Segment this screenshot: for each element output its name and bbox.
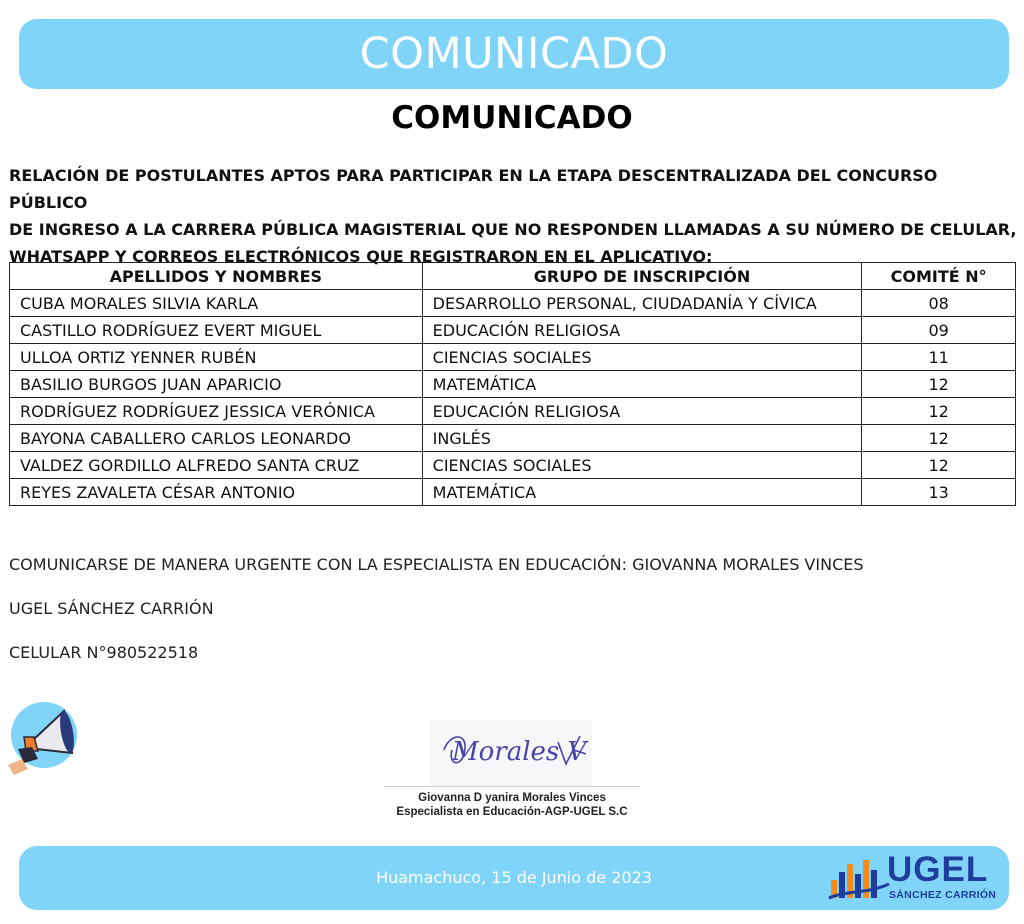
cell-group: INGLÉS: [422, 425, 862, 452]
ugel-logo: [827, 852, 1003, 904]
intro-paragraph: [9, 162, 1017, 270]
table-row: [10, 371, 1016, 398]
signature-image: [430, 720, 592, 786]
cell-committee: 13: [862, 479, 1016, 506]
cell-committee: 12: [862, 398, 1016, 425]
top-banner: [19, 19, 1009, 89]
cell-group: EDUCACIÓN RELIGIOSA: [422, 317, 862, 344]
banner-title: COMUNICADO: [359, 29, 669, 79]
logo-subtitle: SÁNCHEZ CARRIÓN: [889, 889, 997, 901]
cell-name: CASTILLO RODRÍGUEZ EVERT MIGUEL: [10, 317, 423, 344]
cell-committee: 08: [862, 290, 1016, 317]
contact-instruction: COMUNICARSE DE MANERA URGENTE CON LA ESPECIALISTA EN EDUCACIÓN: GIOVANNA MORALES VINCES: [9, 555, 864, 574]
signer-role: Especialista en Educación-AGP-UGEL S.C: [396, 806, 628, 818]
cell-name: RODRÍGUEZ RODRÍGUEZ JESSICA VERÓNICA: [10, 398, 423, 425]
table-row: [10, 344, 1016, 371]
cell-name: CUBA MORALES SILVIA KARLA: [10, 290, 423, 317]
page-title: COMUNICADO: [391, 100, 633, 136]
signer-name: Giovanna D yanira Morales Vinces: [418, 792, 606, 804]
cell-committee: 11: [862, 344, 1016, 371]
column-header-group: GRUPO DE INSCRIPCIÓN: [422, 263, 862, 290]
cell-committee: 09: [862, 317, 1016, 344]
cell-name: BASILIO BURGOS JUAN APARICIO: [10, 371, 423, 398]
contact-office: UGEL SÁNCHEZ CARRIÓN: [9, 599, 214, 618]
signature-line: [384, 786, 640, 787]
cell-group: MATEMÁTICA: [422, 371, 862, 398]
contact-phone: CELULAR N°980522518: [9, 643, 199, 662]
table-row: [10, 398, 1016, 425]
table-header-row: [10, 263, 1016, 290]
cell-group: MATEMÁTICA: [422, 479, 862, 506]
table-row: [10, 425, 1016, 452]
cell-group: EDUCACIÓN RELIGIOSA: [422, 398, 862, 425]
applicants-table: [9, 262, 1016, 506]
table-row: [10, 452, 1016, 479]
footer-banner: [19, 846, 1009, 910]
intro-line: RELACIÓN DE POSTULANTES APTOS PARA PARTICIPAR EN LA ETAPA DESCENTRALIZADA DEL CONCURSO PÚBLICO: [9, 166, 938, 212]
table-row: [10, 317, 1016, 344]
cell-committee: 12: [862, 371, 1016, 398]
cell-name: VALDEZ GORDILLO ALFREDO SANTA CRUZ: [10, 452, 423, 479]
megaphone-icon: [2, 697, 82, 777]
cell-committee: 12: [862, 452, 1016, 479]
cell-name: BAYONA CABALLERO CARLOS LEONARDO: [10, 425, 423, 452]
table-row: [10, 479, 1016, 506]
intro-line: DE INGRESO A LA CARRERA PÚBLICA MAGISTERIAL QUE NO RESPONDEN LLAMADAS A SU NÚMERO DE CELULAR,: [9, 220, 1017, 239]
ugel-mark-icon: [827, 854, 891, 902]
logo-wordmark: UGEL: [887, 850, 989, 889]
footer-date: Huamachuco, 15 de Junio de 2023: [376, 868, 652, 887]
intro-line: WHATSAPP Y CORREOS ELECTRÓNICOS QUE REGISTRARON EN EL APLICATIVO:: [9, 247, 713, 266]
cell-name: REYES ZAVALETA CÉSAR ANTONIO: [10, 479, 423, 506]
table-row: [10, 290, 1016, 317]
cell-group: CIENCIAS SOCIALES: [422, 452, 862, 479]
cell-group: CIENCIAS SOCIALES: [422, 344, 862, 371]
column-header-committee: COMITÉ N°: [862, 263, 1016, 290]
column-header-names: APELLIDOS Y NOMBRES: [10, 263, 423, 290]
cell-group: DESARROLLO PERSONAL, CIUDADANÍA Y CÍVICA: [422, 290, 862, 317]
cell-name: ULLOA ORTIZ YENNER RUBÉN: [10, 344, 423, 371]
signature-script: Morales V: [452, 737, 587, 767]
cell-committee: 12: [862, 425, 1016, 452]
